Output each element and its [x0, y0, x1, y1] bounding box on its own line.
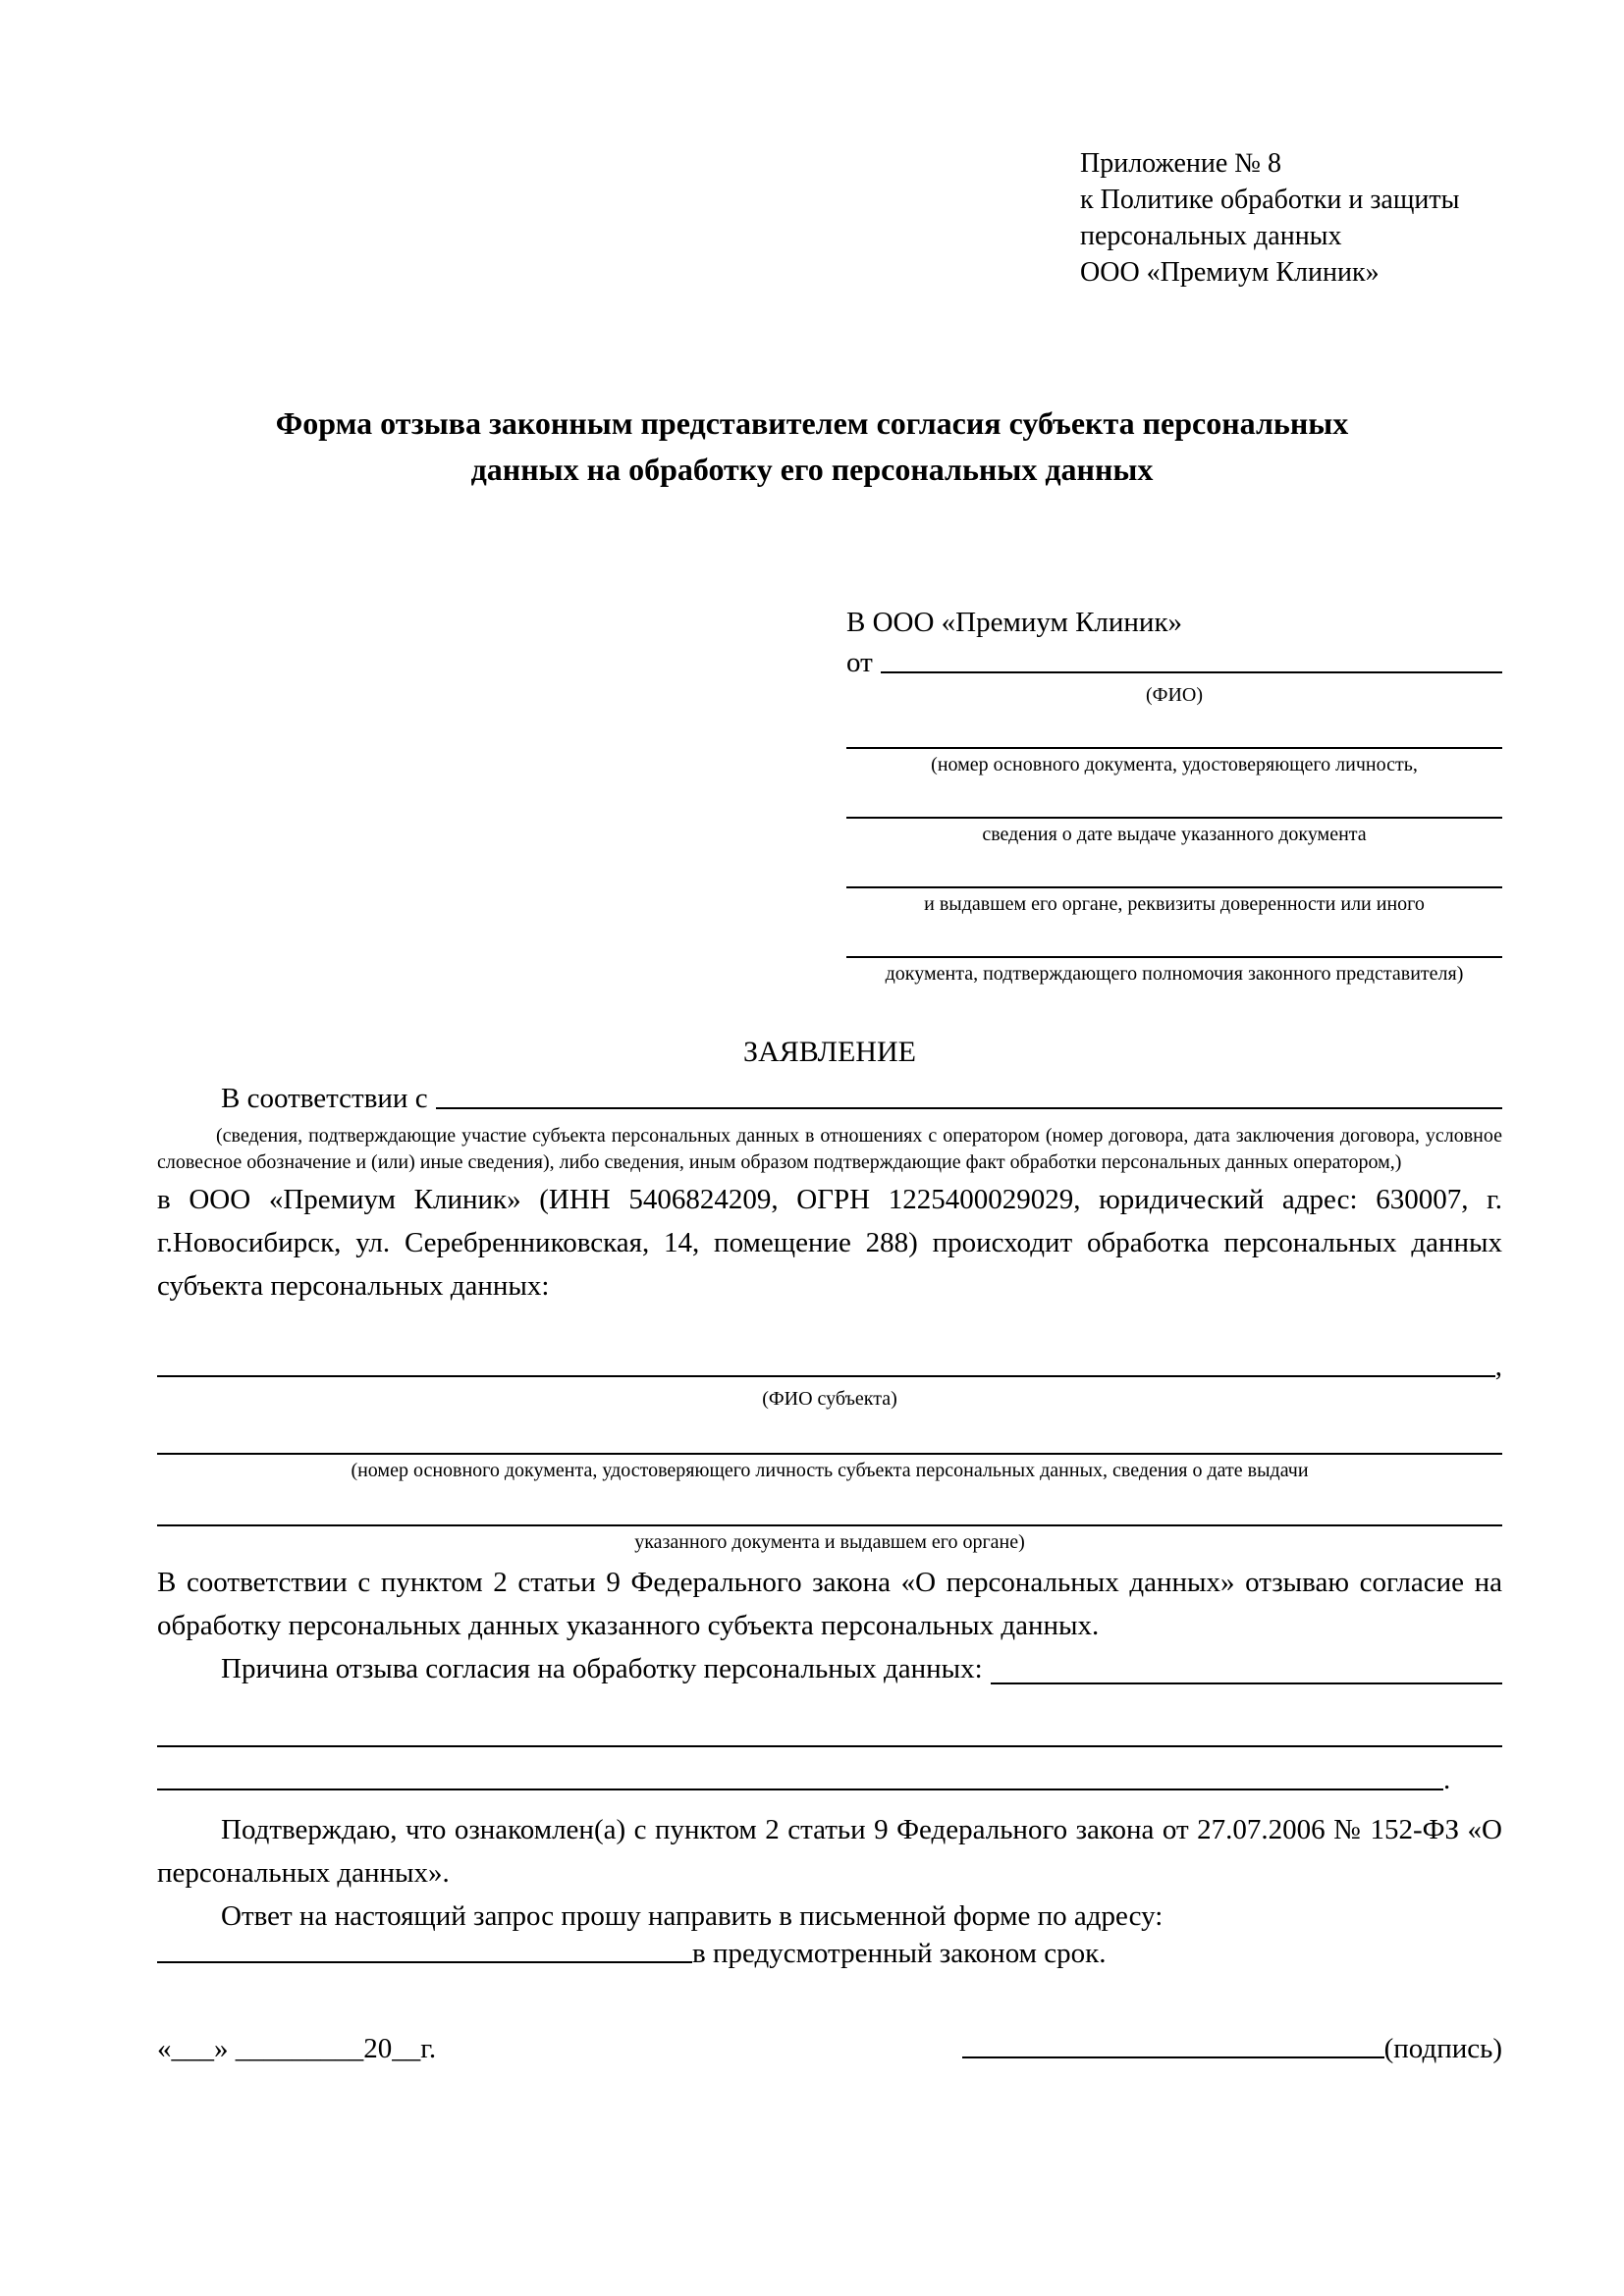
participation-note: (сведения, подтверждающие участие субъекта персональных данных в отношениях с оператором (номер договора, дата заключения договора, условное словесное обозначение и (или) иные сведения), либо сведения, иным образом подтверждающие факт обработки персональных данных оператором,) — [157, 1125, 1502, 1173]
signature-row — [157, 2033, 1502, 2065]
addressee-organization: В ООО «Премиум Клиник» — [846, 607, 1183, 638]
subject-fio-row — [157, 1351, 1502, 1383]
appendix-line: Приложение № 8 — [1080, 148, 1281, 179]
field-caption-issue-date: сведения о дате выдаче указанного документа — [982, 824, 1367, 845]
from-row — [846, 647, 1502, 679]
field-caption-subject-doc: (номер основного документа, удостоверяющего личность субъекта персональных данных, сведения о дате выдачи — [351, 1460, 1309, 1481]
accordance-blank-line — [436, 1107, 1502, 1109]
reply-address-blank-line — [157, 1961, 692, 1963]
reason-blank-line-2 — [157, 1690, 1502, 1747]
field-caption-subject-fio: (ФИО субъекта) — [762, 1388, 897, 1410]
signature-block — [962, 2033, 1502, 2065]
fio-blank-line — [881, 671, 1502, 673]
document-title: Форма отзыва законным представителем согласия субъекта персональных данных на обработку его персональных данных — [275, 405, 1349, 487]
withdrawal-paragraph: В соответствии с пунктом 2 статьи 9 Федерального закона «О персональных данных» отзываю согласие на обработку персональных данных указанного субъекта персональных данных. — [157, 1567, 1502, 1641]
appendix-line: персональных данных — [1080, 221, 1342, 251]
reason-row — [157, 1647, 1502, 1690]
reply-paragraph: Ответ на настоящий запрос прошу направить в письменной форме по адресу: — [221, 1900, 1164, 1932]
blank-line-doc-number — [846, 708, 1502, 749]
signature-caption: (подпись) — [1383, 2033, 1502, 2064]
reason-blank-line — [991, 1682, 1502, 1684]
appendix-line: ООО «Премиум Клиник» — [1080, 257, 1380, 288]
appendix-line: к Политике обработки и защиты — [1080, 185, 1460, 215]
date-blank: «___» _________20__г. — [157, 2033, 437, 2064]
confirmation-paragraph: Подтверждаю, что ознакомлен(а) с пунктом 2 статьи 9 Федерального закона от 27.07.2006 № 152-ФЗ «О персональных данных». — [157, 1814, 1502, 1889]
field-caption-subject-doc2: указанного документа и выдавшем его органе) — [634, 1531, 1025, 1553]
field-caption-issuing-authority: и выдавшем его органе, реквизиты доверенности или иного — [924, 893, 1425, 915]
blank-line-issue-date — [846, 777, 1502, 819]
operator-paragraph: в ООО «Премиум Клиник» (ИНН 5406824209, ОГРН 1225400029029, юридический адрес: 630007, г. г.Новосибирск, ул. Серебренниковская, 14, помещение 288) происходит обработка персональных данных субъекта персональных данных: — [157, 1184, 1502, 1302]
trailing-period: . — [1443, 1764, 1451, 1795]
addressee-block — [846, 607, 1502, 987]
signature-blank-line — [962, 2056, 1384, 2058]
reason-blank-line-3 — [157, 1747, 1443, 1790]
field-caption-fio: (ФИО) — [1145, 684, 1203, 706]
reason-label: Причина отзыва согласия на обработку персональных данных: — [221, 1653, 983, 1684]
reply-address-row — [157, 1938, 1502, 1970]
reply-tail: в предусмотренный законом срок. — [692, 1938, 1107, 1969]
document-body — [157, 607, 1502, 2065]
field-caption-representative-authority: документа, подтверждающего полномочия законного представителя) — [885, 963, 1464, 985]
appendix-block — [1080, 145, 1459, 291]
reason-blank-row-3 — [157, 1747, 1502, 1796]
blank-line-subject-doc — [157, 1412, 1502, 1455]
subject-fio-blank-line — [157, 1375, 1495, 1377]
field-caption-doc-number: (номер основного документа, удостоверяющего личность, — [931, 754, 1418, 775]
blank-line-representative-authority — [846, 917, 1502, 958]
blank-line-subject-doc2 — [157, 1483, 1502, 1526]
accordance-row — [157, 1083, 1502, 1115]
from-label: от — [846, 647, 873, 678]
statement-heading: ЗАЯВЛЕНИЕ — [743, 1036, 916, 1068]
comma: , — [1494, 1351, 1502, 1382]
blank-line-issuing-authority — [846, 847, 1502, 888]
accordance-label: В соответствии с — [221, 1083, 428, 1114]
